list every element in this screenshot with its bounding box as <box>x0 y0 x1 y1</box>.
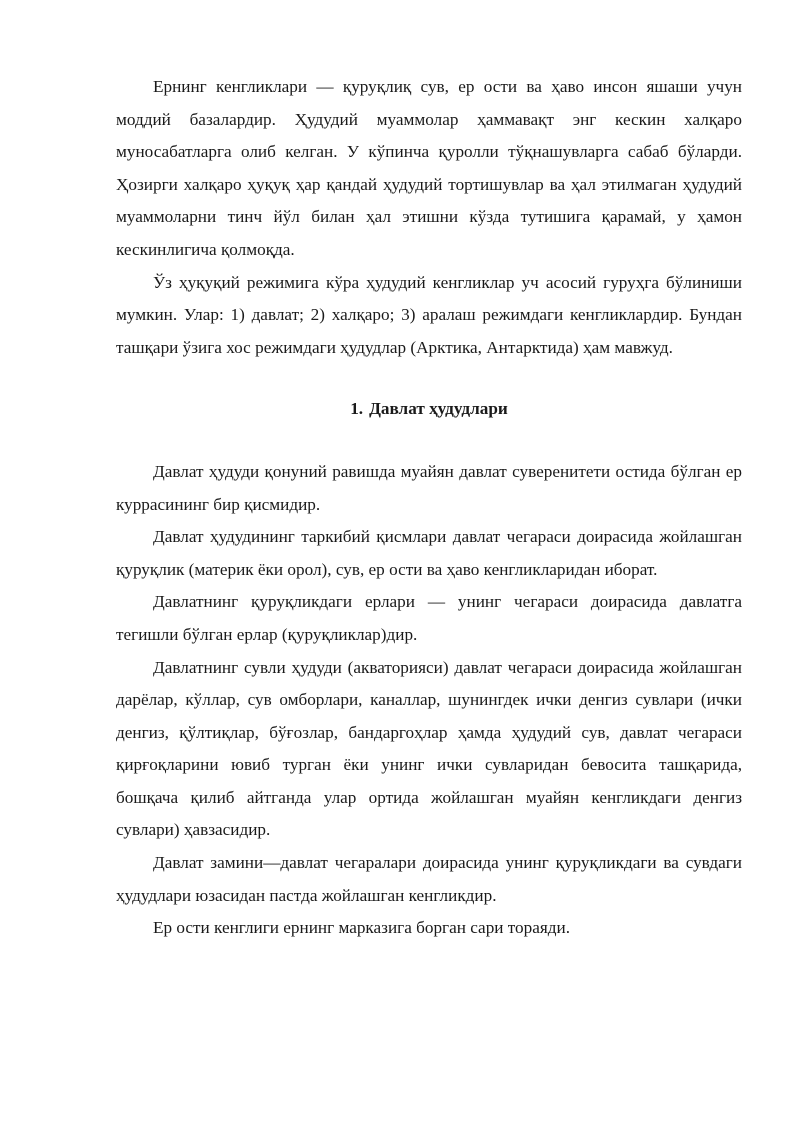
section-title: Давлат ҳудудлари <box>369 399 508 419</box>
section-paragraph-2: Давлат ҳудудининг таркибий қисмлари давлат чегараси доирасида жойлашган қуруқлик (материк ёки орол), сув, ер ости ва ҳаво кенгликларидан иборат. <box>116 527 742 579</box>
intro-paragraph-1: Ернинг кенгликлари — қуруқлиқ сув, ер ости ва ҳаво инсон яшаши учун моддий базалардир. Ҳудудий муаммолар ҳаммавақт энг кескин халқаро муносабатларга олиб келган. У кўпинча қуролли тўқнашувларга сабаб бўларди. Ҳозирги халқаро ҳуқуқ ҳар қандай ҳудудий тортишувлар ва ҳал этилмаган ҳудудий муаммоларни тинч йўл билан ҳал этишни кўзда тутишига қарамай, у ҳамон кескинлигича қолмоқда. <box>116 77 742 259</box>
intro-paragraph-2: Ўз ҳуқуқий режимига кўра ҳудудий кенгликлар уч асосий гуруҳга бўлиниши мумкин. Улар: 1) давлат; 2) халқаро; 3) аралаш режимдаги кенгликлардир. Бундан ташқари ўзига хос режимдаги ҳудудлар (Арктика, Антарктида) ҳам мавжуд. <box>116 272 742 357</box>
document-page <box>116 71 742 945</box>
section-paragraph-3: Давлатнинг қуруқликдаги ерлари — унинг чегараси доирасида давлатга тегишли бўлган ерлар (қуруқликлар)дир. <box>116 592 742 644</box>
section-number: 1. <box>350 399 364 419</box>
section-heading <box>116 364 742 456</box>
section-paragraph-1: Давлат ҳудуди қонуний равишда муайян давлат суверенитети остида бўлган ер куррасининг бир қисмидир. <box>116 461 742 514</box>
section-paragraph-5: Давлат замини—давлат чегаралари доирасида унинг қуруқликдаги ва сувдаги ҳудудлари юзасидан пастда жойлашган кенгликдир. <box>116 853 742 905</box>
section-paragraph-4: Давлатнинг сувли ҳудуди (акваторияси) давлат чегараси доирасида жойлашган дарёлар, кўллар, сув омборлари, каналлар, шунингдек ички денгиз сувлари (ички денгиз, қўлтиқлар, бўғозлар, бандаргоҳлар ҳамда ҳудудий сув, давлат чегараси қирғоқларини ювиб турган ёки унинг ички сувларидан бевосита ташқарида, бошқача қилиб айтганда улар ортида жойлашган муайян кенгликдаги денгиз сувлари) ҳавзасидир. <box>116 657 742 840</box>
section-paragraph-6: Ер ости кенглиги ернинг марказига борган сари тораяди. <box>153 918 571 938</box>
